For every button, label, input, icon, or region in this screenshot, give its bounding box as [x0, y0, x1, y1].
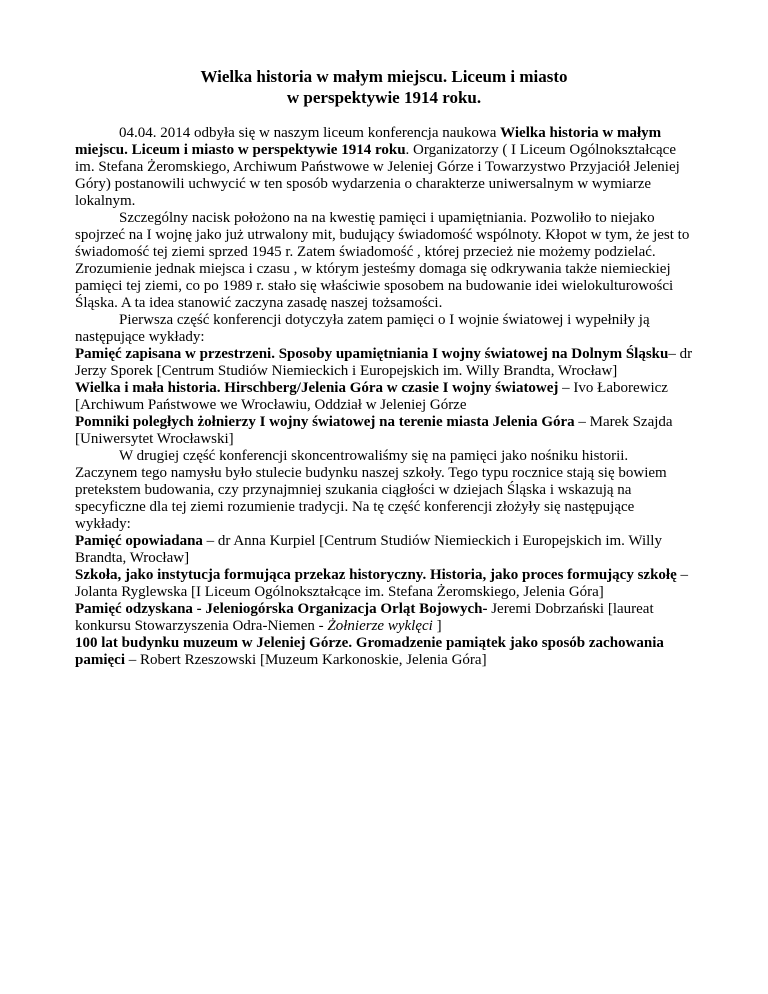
lecture-speaker: Jeremi Dobrzański [laureat konkursu Stowarzyszenia Odra-Niemen - — [75, 601, 654, 634]
part2-intro-paragraph: W drugiej część konferencji skoncentrowaliśmy się na pamięci jako nośniku historii. Zaczynem tego namysłu było stulecie budynku naszej szkoły. Tego typu rocznice stają się bowiem pretekstem budowania, czy przynajmniej szukania ciągłości w dziejach Śląska i wskazują na specyficzne dla tej ziemi rozumienie tradycji. Na tę część konferencji złożyły się następujące wykłady: — [75, 448, 667, 532]
lecture-speaker: – dr Anna Kurpiel [Centrum Studiów Niemieckich i Europejskich im. Willy Brandta, Wrocław] — [75, 533, 662, 566]
page-title — [75, 66, 693, 108]
lecture-speaker-end: ] — [432, 618, 442, 634]
conference-title: Wielka historia w małym miejscu. Liceum i miasto w perspektywie 1914 roku — [75, 125, 662, 158]
lecture-speaker: – Jolanta Ryglewska [I Liceum Ogólnokształcące im. Stefana Żeromskiego, Jelenia Góra] — [75, 567, 688, 600]
title-line-1: Wielka historia w małym miejscu. Liceum i miasto — [200, 67, 568, 86]
lecture-title: Pamięć opowiadana — [75, 533, 203, 549]
lecture-title: 100 lat budynku muzeum w Jeleniej Górze. Gromadzenie pamiątek jako sposób zachowania pamięci — [75, 635, 664, 668]
memory-paragraph: Szczególny nacisk położono na na kwestię pamięci i upamiętniania. Pozwoliło to niejako spojrzeć na I wojnę jako już utrwalony mit, budujący świadomość wspólnoty. Kłopot w tym, że jest to świadomość tej ziemi sprzed 1945 r. Zatem świadomość , której przecież nie możemy podzielać. Zrozumienie jednak miejsca i czasu , w którym jesteśmy domaga się odkrywania także niemieckiej pamięci tej ziemi, co po 1989 r. stało się właściwie sposobem na budowanie idei wielokulturowości Śląska. A ta idea stanowić zaczyna zasadę naszej tożsamości. — [75, 210, 690, 311]
lecture-speaker: – Marek Szajda [Uniwersytet Wrocławski] — [75, 414, 673, 447]
title-line-2: w perspektywie 1914 roku. — [286, 88, 482, 107]
lecture-entry — [75, 601, 693, 635]
part1-intro-paragraph: Pierwsza część konferencji dotyczyła zatem pamięci o I wojnie światowej i wypełniły ją następujące wykłady: — [75, 312, 650, 345]
lecture-entry — [75, 414, 693, 448]
lecture-title: Pamięć zapisana w przestrzeni. Sposoby upamiętniania I wojny światowej na Dolnym Śląsku — [75, 346, 669, 362]
lecture-speaker: – dr Jerzy Sporek [Centrum Studiów Niemieckich i Europejskich im. Willy Brandta, Wrocław] — [75, 346, 693, 379]
lecture-speaker: – Robert Rzeszowski [Muzeum Karkonoskie, Jelenia Góra] — [125, 652, 487, 668]
lecture-title: Pamięć odzyskana - Jeleniogórska Organizacja Orląt Bojowych- — [75, 601, 488, 617]
lecture-entry — [75, 567, 693, 601]
lecture-title: Szkoła, jako instytucja formująca przekaz historyczny. Historia, jako proces formujący szkołę — [75, 567, 677, 583]
document-page — [75, 66, 693, 669]
intro-text: 04.04. 2014 odbyła się w naszym liceum konferencja naukowa — [119, 125, 501, 141]
lecture-entry — [75, 635, 693, 669]
intro-paragraph — [75, 125, 693, 210]
lecture-entry — [75, 533, 693, 567]
document-body — [75, 125, 693, 669]
lecture-speaker: – Ivo Łaborewicz [Archiwum Państwowe we Wrocławiu, Oddział w Jeleniej Górze — [75, 380, 668, 413]
lecture-entry — [75, 380, 693, 414]
intro-text-rest: . Organizatorzy ( I Liceum Ogólnokształcące im. Stefana Żeromskiego, Archiwum Państwowe w Jeleniej Górze i Towarzystwo Przyjaciół Jeleniej Góry) postanowili uchwycić w ten sposób wydarzenia o charakterze uniwersalnym w wymiarze lokalnym. — [75, 142, 680, 209]
lecture-entry — [75, 346, 693, 380]
lecture-title: Pomniki poległych żołnierzy I wojny światowej na terenie miasta Jelenia Góra — [75, 414, 575, 430]
lecture-italic-title: Żołnierze wyklęci — [327, 618, 433, 634]
lecture-title: Wielka i mała historia. Hirschberg/Jelenia Góra w czasie I wojny światowej — [75, 380, 559, 396]
